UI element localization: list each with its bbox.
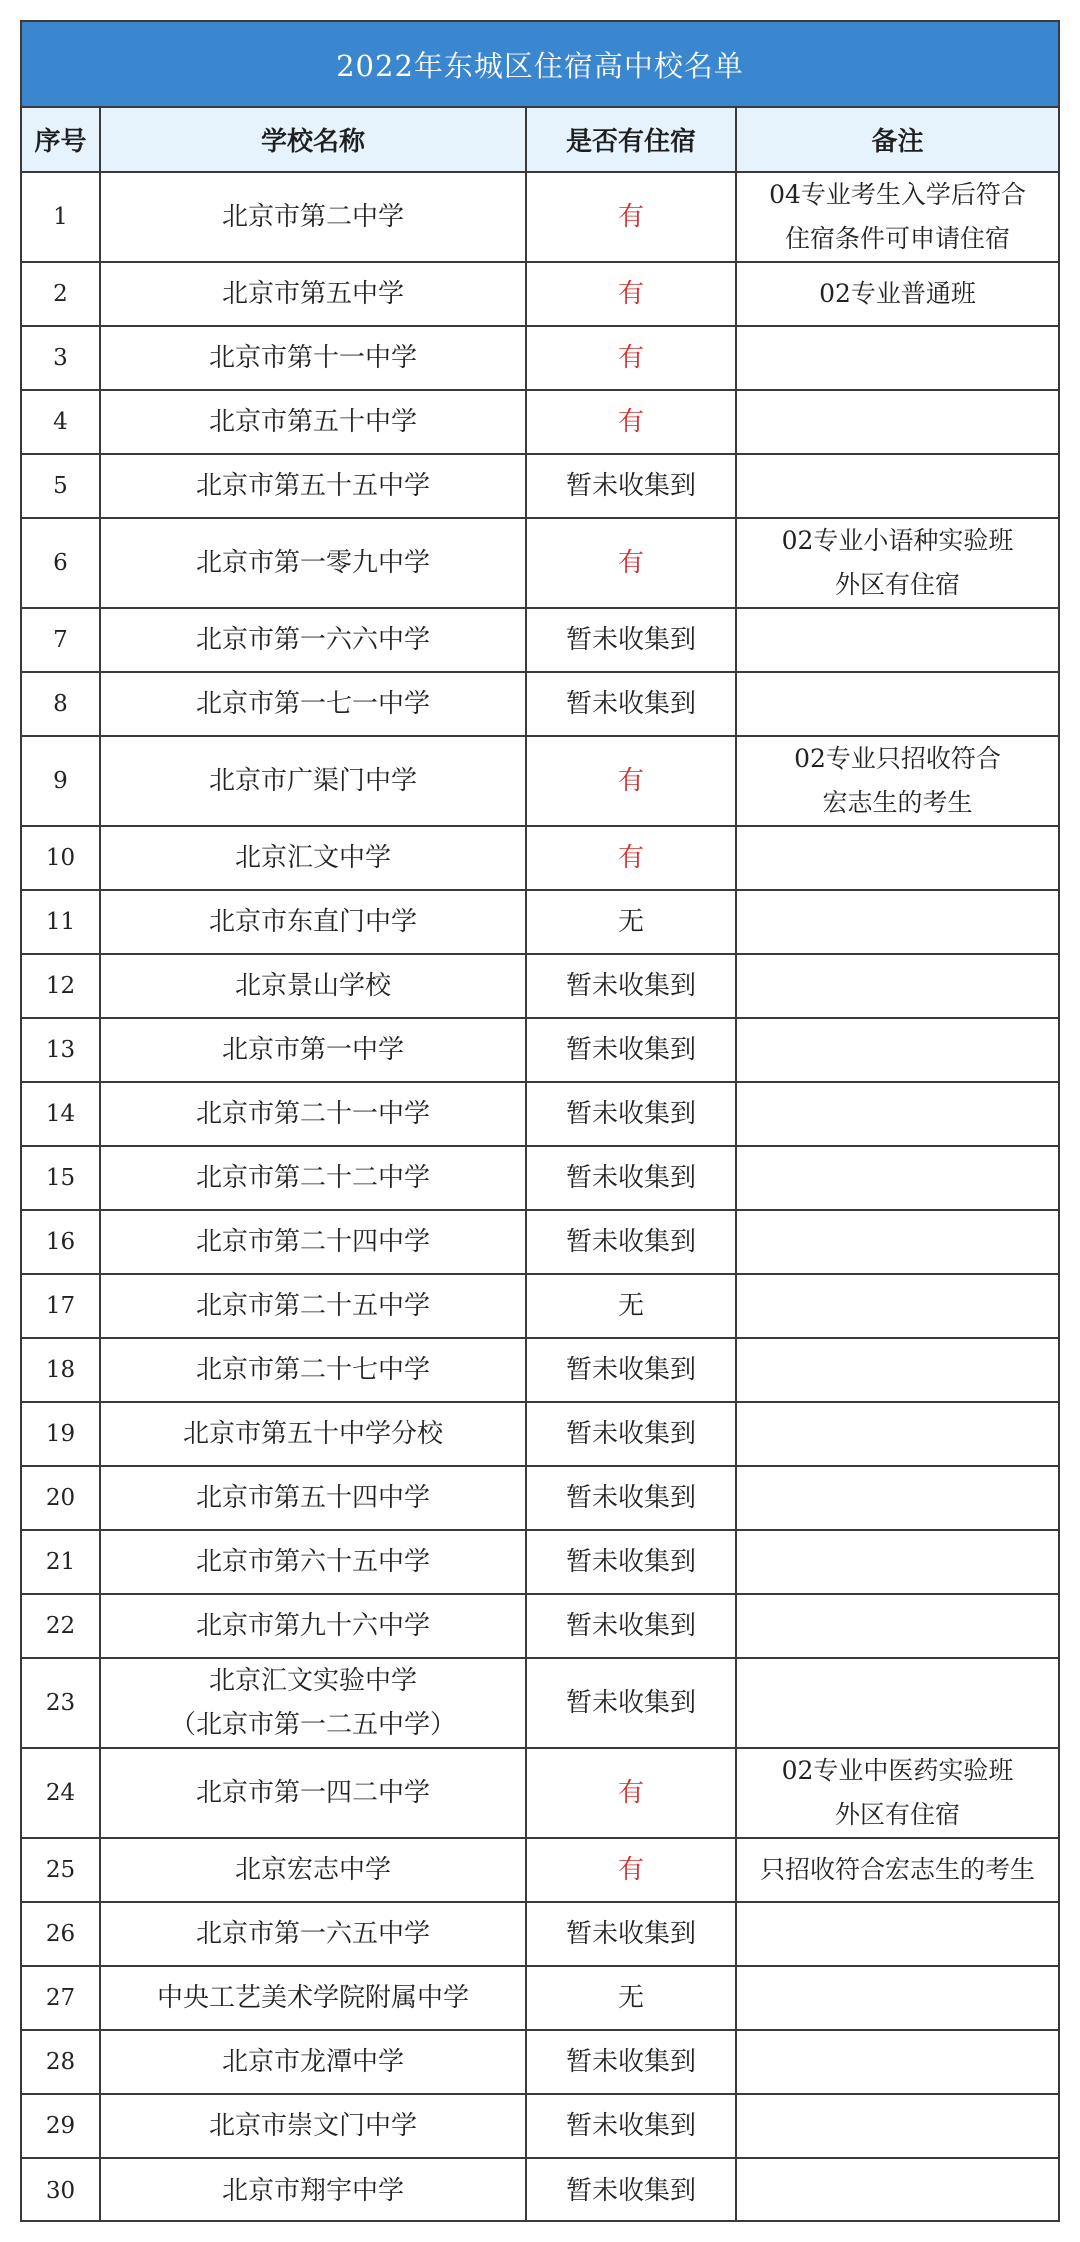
note-cell bbox=[736, 1402, 1058, 1466]
school-name-line: 北京市第二十一中学 bbox=[195, 1099, 430, 1129]
school-name bbox=[100, 1748, 526, 1838]
note-cell bbox=[736, 326, 1058, 390]
school-name bbox=[100, 1530, 526, 1594]
header-boarding: 是否有住宿 bbox=[526, 108, 736, 172]
school-name bbox=[100, 1146, 526, 1210]
school-name bbox=[100, 1594, 526, 1658]
boarding-status: 有 bbox=[526, 390, 736, 454]
row-number: 2 bbox=[22, 262, 100, 326]
table-row bbox=[22, 954, 1058, 1018]
table-row bbox=[22, 262, 1058, 326]
school-name-line: 北京市第九十六中学 bbox=[195, 1611, 430, 1641]
note-cell bbox=[736, 736, 1058, 826]
note-cell bbox=[736, 1838, 1058, 1902]
school-name bbox=[100, 2030, 526, 2094]
school-name bbox=[100, 1838, 526, 1902]
note-cell bbox=[736, 672, 1058, 736]
header-note: 备注 bbox=[736, 108, 1058, 172]
row-number: 22 bbox=[22, 1594, 100, 1658]
boarding-status: 暂未收集到 bbox=[526, 672, 736, 736]
boarding-status: 暂未收集到 bbox=[526, 454, 736, 518]
row-number: 21 bbox=[22, 1530, 100, 1594]
note-cell bbox=[736, 262, 1058, 326]
note-cell bbox=[736, 1902, 1058, 1966]
note-line: 住宿条件可申请住宿 bbox=[784, 224, 1010, 253]
school-name-line: 北京市翔宇中学 bbox=[221, 2175, 404, 2206]
note-cell bbox=[736, 454, 1058, 518]
note-line: 外区有住宿 bbox=[834, 570, 960, 599]
row-number: 14 bbox=[22, 1082, 100, 1146]
note-cell bbox=[736, 2158, 1058, 2222]
row-number: 19 bbox=[22, 1402, 100, 1466]
school-name-line: 北京市第二中学 bbox=[221, 202, 404, 232]
table-row bbox=[22, 1146, 1058, 1210]
school-name-line: 北京汇文实验中学 bbox=[208, 1666, 417, 1696]
table-row bbox=[22, 390, 1058, 454]
boarding-status: 有 bbox=[526, 826, 736, 890]
school-name bbox=[100, 736, 526, 826]
school-name bbox=[100, 2158, 526, 2222]
school-table bbox=[22, 108, 1058, 2222]
boarding-status: 暂未收集到 bbox=[526, 1338, 736, 1402]
table-row bbox=[22, 1530, 1058, 1594]
boarding-status: 有 bbox=[526, 1838, 736, 1902]
note-cell bbox=[736, 1966, 1058, 2030]
school-name-line: 北京市第二十四中学 bbox=[195, 1227, 430, 1257]
school-name bbox=[100, 1402, 526, 1466]
school-name-line: 北京市第二十二中学 bbox=[195, 1163, 430, 1193]
boarding-status: 暂未收集到 bbox=[526, 1210, 736, 1274]
row-number: 27 bbox=[22, 1966, 100, 2030]
row-number: 30 bbox=[22, 2158, 100, 2222]
row-number: 29 bbox=[22, 2094, 100, 2158]
school-name-line: 北京市第一七一中学 bbox=[195, 689, 430, 719]
row-number: 16 bbox=[22, 1210, 100, 1274]
boarding-status: 暂未收集到 bbox=[526, 2030, 736, 2094]
row-number: 23 bbox=[22, 1658, 100, 1748]
boarding-status: 有 bbox=[526, 172, 736, 262]
school-name bbox=[100, 1658, 526, 1748]
table-row bbox=[22, 1966, 1058, 2030]
table-row bbox=[22, 736, 1058, 826]
row-number: 3 bbox=[22, 326, 100, 390]
row-number: 18 bbox=[22, 1338, 100, 1402]
row-number: 25 bbox=[22, 1838, 100, 1902]
table-row bbox=[22, 2094, 1058, 2158]
school-name bbox=[100, 1338, 526, 1402]
note-cell bbox=[736, 1210, 1058, 1274]
boarding-status: 暂未收集到 bbox=[526, 1146, 736, 1210]
note-line: 02专业只招收符合 bbox=[794, 744, 1001, 773]
table-row bbox=[22, 1210, 1058, 1274]
row-number: 5 bbox=[22, 454, 100, 518]
note-cell bbox=[736, 1338, 1058, 1402]
note-cell bbox=[736, 1274, 1058, 1338]
school-name bbox=[100, 172, 526, 262]
school-name-line: 北京市第五十中学分校 bbox=[182, 1419, 443, 1449]
boarding-status: 无 bbox=[526, 1274, 736, 1338]
note-cell bbox=[736, 826, 1058, 890]
boarding-status: 有 bbox=[526, 1748, 736, 1838]
note-line: 宏志生的考生 bbox=[822, 788, 973, 817]
school-name-line: 北京市龙潭中学 bbox=[221, 2047, 404, 2077]
row-number: 9 bbox=[22, 736, 100, 826]
table-row bbox=[22, 1466, 1058, 1530]
boarding-status: 暂未收集到 bbox=[526, 1466, 736, 1530]
school-name-line: 北京市第六十五中学 bbox=[195, 1547, 430, 1577]
table-row bbox=[22, 2158, 1058, 2222]
school-name-line: 北京市第一六五中学 bbox=[195, 1919, 430, 1949]
school-name-line: 北京市第五中学 bbox=[221, 279, 404, 309]
school-name-line: 北京市第五十中学 bbox=[208, 407, 417, 437]
boarding-status: 暂未收集到 bbox=[526, 2158, 736, 2222]
note-cell bbox=[736, 1530, 1058, 1594]
school-name bbox=[100, 1902, 526, 1966]
row-number: 10 bbox=[22, 826, 100, 890]
school-list-sheet bbox=[20, 20, 1060, 2222]
table-title: 2022年东城区住宿高中校名单 bbox=[22, 22, 1058, 108]
row-number: 15 bbox=[22, 1146, 100, 1210]
table-row bbox=[22, 1082, 1058, 1146]
row-number: 1 bbox=[22, 172, 100, 262]
table-row bbox=[22, 1338, 1058, 1402]
note-cell bbox=[736, 954, 1058, 1018]
note-cell bbox=[736, 1658, 1058, 1748]
school-name-line: 北京宏志中学 bbox=[234, 1855, 391, 1885]
school-name bbox=[100, 262, 526, 326]
school-name-line: 北京市第一零九中学 bbox=[195, 548, 430, 578]
school-name-line: 北京市第五十四中学 bbox=[195, 1483, 430, 1513]
boarding-status: 暂未收集到 bbox=[526, 1082, 736, 1146]
school-name-line: 北京汇文中学 bbox=[234, 843, 391, 873]
school-name bbox=[100, 454, 526, 518]
school-name bbox=[100, 890, 526, 954]
boarding-status: 有 bbox=[526, 518, 736, 608]
school-name-line: 北京市崇文门中学 bbox=[208, 2111, 417, 2141]
note-line: 外区有住宿 bbox=[834, 1800, 960, 1829]
school-name-line: 北京市第二十七中学 bbox=[195, 1355, 430, 1385]
note-line: 02专业普通班 bbox=[819, 279, 976, 308]
boarding-status: 暂未收集到 bbox=[526, 1018, 736, 1082]
note-cell bbox=[736, 1466, 1058, 1530]
note-cell bbox=[736, 518, 1058, 608]
note-cell bbox=[736, 1748, 1058, 1838]
boarding-status: 暂未收集到 bbox=[526, 2094, 736, 2158]
row-number: 7 bbox=[22, 608, 100, 672]
row-number: 12 bbox=[22, 954, 100, 1018]
note-cell bbox=[736, 172, 1058, 262]
table-row bbox=[22, 172, 1058, 262]
school-name bbox=[100, 390, 526, 454]
school-name-line: 北京市第十一中学 bbox=[208, 343, 417, 373]
boarding-status: 暂未收集到 bbox=[526, 1902, 736, 1966]
note-line: 02专业中医药实验班 bbox=[781, 1756, 1014, 1785]
table-header bbox=[22, 108, 1058, 172]
school-name-line: 北京市第一中学 bbox=[221, 1035, 404, 1065]
note-cell bbox=[736, 1018, 1058, 1082]
table-row bbox=[22, 672, 1058, 736]
boarding-status: 暂未收集到 bbox=[526, 608, 736, 672]
school-name bbox=[100, 608, 526, 672]
school-name bbox=[100, 518, 526, 608]
note-cell bbox=[736, 2030, 1058, 2094]
table-row bbox=[22, 1274, 1058, 1338]
school-name bbox=[100, 326, 526, 390]
school-name bbox=[100, 1018, 526, 1082]
school-name bbox=[100, 1082, 526, 1146]
table-row bbox=[22, 1018, 1058, 1082]
note-line: 只招收符合宏志生的考生 bbox=[759, 1855, 1035, 1884]
note-cell bbox=[736, 608, 1058, 672]
note-cell bbox=[736, 390, 1058, 454]
table-row bbox=[22, 1594, 1058, 1658]
boarding-status: 无 bbox=[526, 1966, 736, 2030]
note-line: 02专业小语种实验班 bbox=[781, 526, 1014, 555]
row-number: 4 bbox=[22, 390, 100, 454]
table-row bbox=[22, 1748, 1058, 1838]
table-row bbox=[22, 890, 1058, 954]
table-row bbox=[22, 608, 1058, 672]
school-name bbox=[100, 1274, 526, 1338]
table-row bbox=[22, 2030, 1058, 2094]
table-row bbox=[22, 826, 1058, 890]
boarding-status: 暂未收集到 bbox=[526, 1402, 736, 1466]
table-row bbox=[22, 518, 1058, 608]
row-number: 26 bbox=[22, 1902, 100, 1966]
school-name bbox=[100, 1966, 526, 2030]
boarding-status: 有 bbox=[526, 326, 736, 390]
note-cell bbox=[736, 1146, 1058, 1210]
row-number: 6 bbox=[22, 518, 100, 608]
school-name-line: 北京市东直门中学 bbox=[208, 907, 417, 937]
school-name bbox=[100, 954, 526, 1018]
row-number: 11 bbox=[22, 890, 100, 954]
school-name-line: 中央工艺美术学院附属中学 bbox=[156, 1983, 469, 2013]
school-name-line: 北京市第二十五中学 bbox=[195, 1291, 430, 1321]
school-name-line: 北京市第一四二中学 bbox=[195, 1778, 430, 1808]
boarding-status: 有 bbox=[526, 262, 736, 326]
school-name-line: 北京市第一六六中学 bbox=[195, 625, 430, 655]
school-name-line: 北京景山学校 bbox=[234, 971, 391, 1001]
boarding-status: 暂未收集到 bbox=[526, 1594, 736, 1658]
note-cell bbox=[736, 2094, 1058, 2158]
table-row bbox=[22, 1402, 1058, 1466]
row-number: 17 bbox=[22, 1274, 100, 1338]
header-no: 序号 bbox=[22, 108, 100, 172]
note-line: 04专业考生入学后符合 bbox=[769, 180, 1026, 209]
boarding-status: 暂未收集到 bbox=[526, 954, 736, 1018]
school-name bbox=[100, 826, 526, 890]
boarding-status: 无 bbox=[526, 890, 736, 954]
school-name-line: （北京市第一二五中学） bbox=[169, 1710, 456, 1740]
school-name bbox=[100, 2094, 526, 2158]
row-number: 28 bbox=[22, 2030, 100, 2094]
table-row bbox=[22, 1902, 1058, 1966]
row-number: 24 bbox=[22, 1748, 100, 1838]
school-name-line: 北京市广渠门中学 bbox=[208, 766, 417, 796]
table-row bbox=[22, 1838, 1058, 1902]
school-name bbox=[100, 1210, 526, 1274]
note-cell bbox=[736, 1594, 1058, 1658]
note-cell bbox=[736, 890, 1058, 954]
boarding-status: 暂未收集到 bbox=[526, 1530, 736, 1594]
table-body bbox=[22, 172, 1058, 2222]
boarding-status: 暂未收集到 bbox=[526, 1658, 736, 1748]
row-number: 13 bbox=[22, 1018, 100, 1082]
boarding-status: 有 bbox=[526, 736, 736, 826]
note-cell bbox=[736, 1082, 1058, 1146]
header-school-name: 学校名称 bbox=[100, 108, 526, 172]
table-row bbox=[22, 326, 1058, 390]
row-number: 8 bbox=[22, 672, 100, 736]
table-row bbox=[22, 1658, 1058, 1748]
school-name bbox=[100, 1466, 526, 1530]
school-name bbox=[100, 672, 526, 736]
row-number: 20 bbox=[22, 1466, 100, 1530]
table-row bbox=[22, 454, 1058, 518]
school-name-line: 北京市第五十五中学 bbox=[195, 471, 430, 501]
